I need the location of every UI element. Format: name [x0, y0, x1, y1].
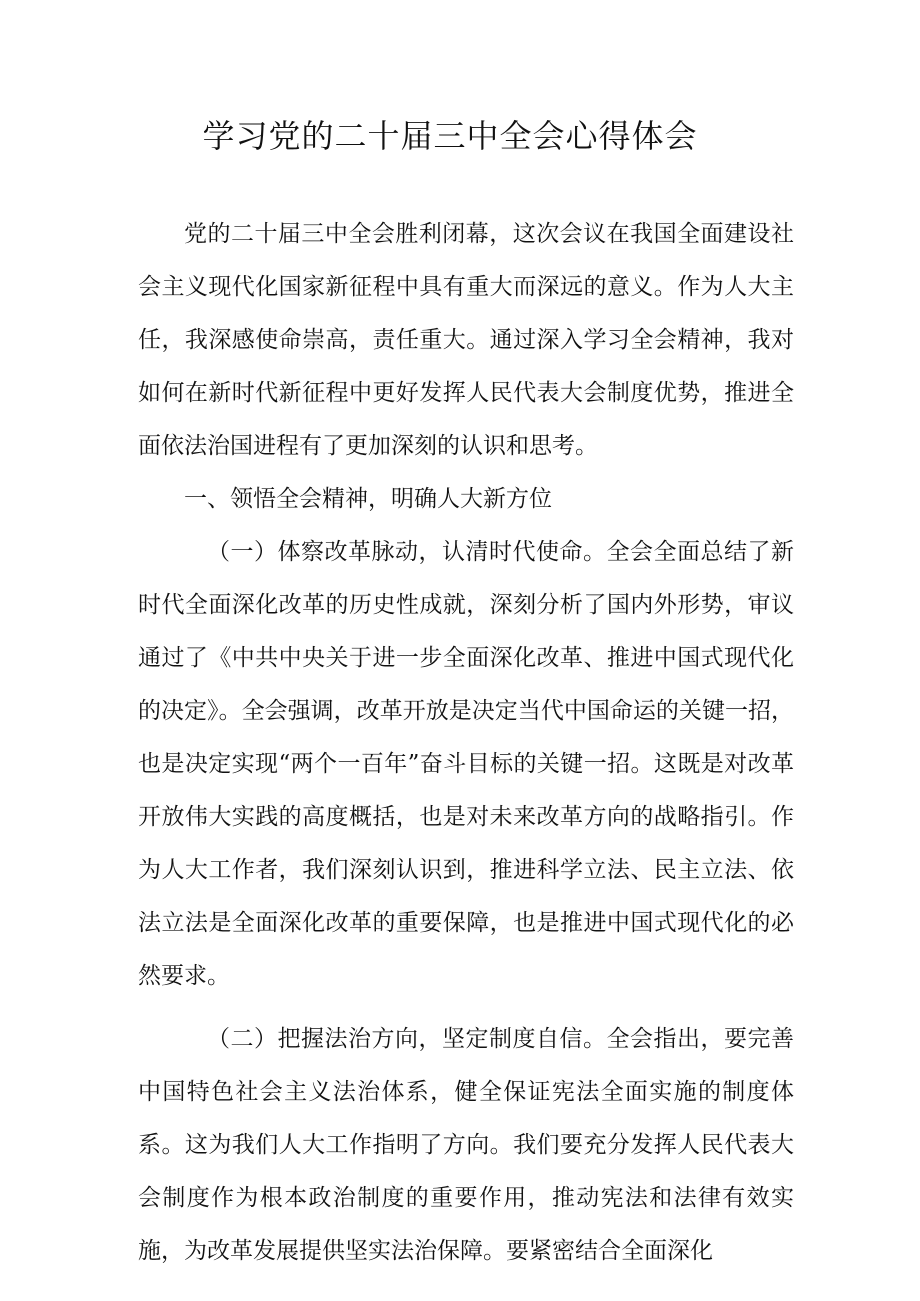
intro-paragraph: 党的二十届三中全会胜利闭幕，这次会议在我国全面建设社会主义现代化国家新征程中具有重大而深远的意义。作为人大主任，我深感使命崇高，责任重大。通过深入学习全会精神，我对如何在新时代新征程中更好发挥人民代表大会制度优势，推进全面依法治国进程有了更加深刻的认识和思考。	[138, 221, 794, 459]
section-heading-1: 一、领悟全会精神，明确人大新方位	[184, 486, 552, 512]
document-body	[138, 208, 794, 1278]
subsection-paragraph-1: （一）体察改革脉动，认清时代使命。全会全面总结了新时代全面深化改革的历史性成就，深刻分析了国内外形势，审议通过了《中共中央关于进一步全面深化改革、推进中国式现代化的决定》。全会强调，改革开放是决定当代中国命运的关键一招，也是决定实现“两个一百年”奋斗目标的关键一招。这既是对改革开放伟大实践的高度概括，也是对未来改革方向的战略指引。作为人大工作者，我们深刻认识到，推进科学立法、民主立法、依法立法是全面深化改革的重要保障，也是推进中国式现代化的必然要求。	[138, 539, 794, 989]
subsection-paragraph-2: （二）把握法治方向，坚定制度自信。全会指出，要完善中国特色社会主义法治体系，健全保证宪法全面实施的制度体系。这为我们人大工作指明了方向。我们要充分发挥人民代表大会制度作为根本政治制度的重要作用，推动宪法和法律有效实施，为改革发展提供坚实法治保障。要紧密结合全面深化	[138, 1026, 794, 1264]
document-title: 学习党的二十届三中全会心得体会	[202, 117, 698, 155]
